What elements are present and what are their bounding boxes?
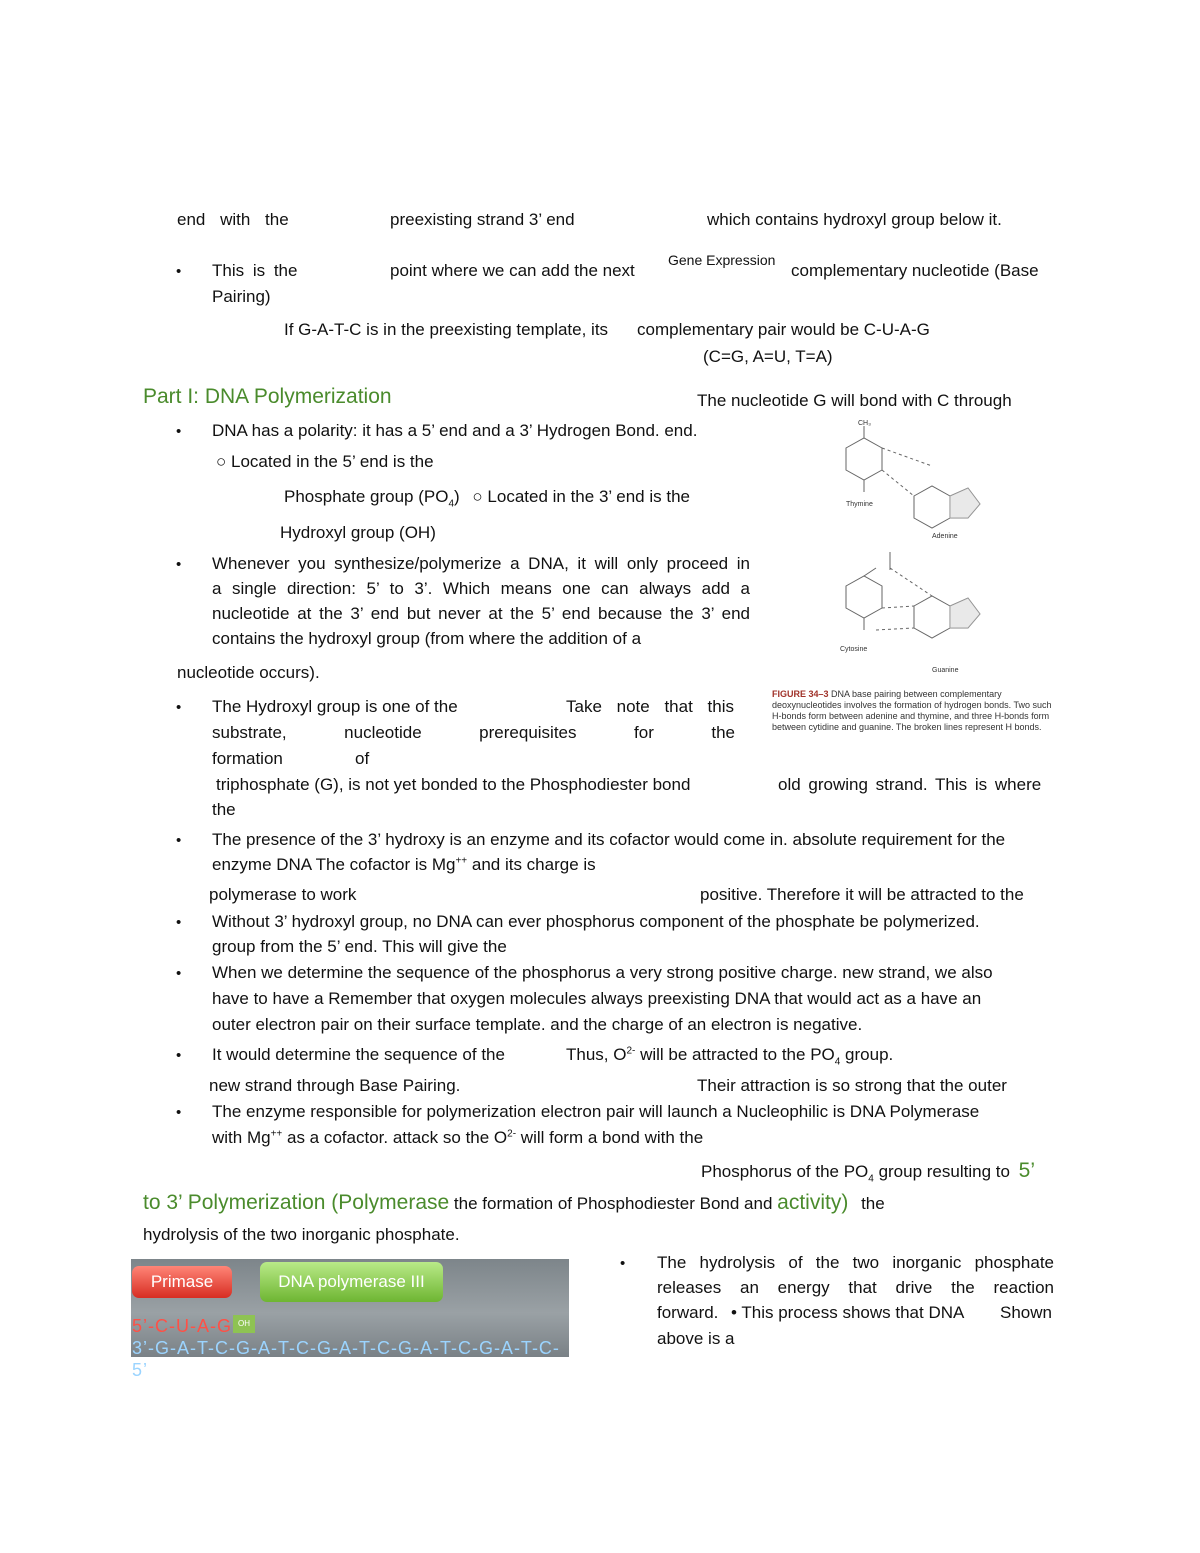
text-line: substrate, nucleotide prerequisites for the: [212, 723, 735, 742]
text-line: The enzyme responsible for polymerization electron pair will launch a Nucleophilic is DNA Polymerase: [212, 1102, 980, 1121]
text-line: releases an energy that drive the reaction: [657, 1278, 1054, 1297]
text-line: When we determine the sequence of the phosphorus a very strong positive charge. new strand, we also: [212, 963, 993, 982]
text-line: complementary nucleotide (Base: [791, 261, 1039, 280]
text-span: and its charge is: [467, 855, 596, 874]
text-line: hydrolysis of the two inorganic phosphate.: [143, 1225, 460, 1244]
text-line: point where we can add the next: [390, 261, 635, 280]
text-span: 5’: [1018, 1159, 1036, 1182]
figure-label: Adenine: [932, 533, 958, 540]
text-line: This is the: [212, 261, 298, 280]
text-line: positive. Therefore it will be attracted to the: [700, 885, 1024, 904]
text-line: old growing strand. This is where: [778, 775, 1042, 794]
text-line: have to have a Remember that oxygen molecules always preexisting DNA that would act as a have an: [212, 989, 982, 1008]
text-span: group.: [840, 1045, 894, 1064]
text-line: DNA has a polarity: it has a 5’ end and a 3’ Hydrogen Bond. end.: [212, 421, 698, 440]
text-line: The presence of the 3’ hydroxy is an enzyme and its cofactor would come in. absolute requirement for the: [212, 830, 1006, 849]
gene-expression-label: Gene Expression: [668, 252, 776, 268]
bullet-icon: •: [176, 556, 182, 573]
figure-caption-title: FIGURE 34–3: [772, 689, 829, 699]
bullet-icon: •: [176, 699, 182, 716]
text-line: nucleotide at the 3’ end but never at the 5’ end because the 3’ end: [212, 604, 750, 623]
bullet-icon: •: [176, 1047, 182, 1064]
figure-label: Cytosine: [840, 646, 868, 653]
section-heading: [143, 1192, 885, 1215]
heading-text: activity): [777, 1191, 849, 1214]
text-line: Whenever you synthesize/polymerize a DNA, it will only proceed in: [212, 554, 750, 573]
template-sequence: 3’-G-A-T-C-G-A-T-C-G-A-T-C-G-A-T-C-G-A-T-C-5’: [132, 1338, 560, 1380]
text-line: nucleotide occurs).: [177, 663, 320, 682]
text-line: Their attraction is so strong that the outer: [697, 1076, 1007, 1095]
text-span: with Mg: [212, 1128, 271, 1147]
text-span: ○ Located in the 3’ end is the: [472, 487, 690, 506]
section-heading: Part I: DNA Polymerization: [143, 385, 392, 408]
text-span: enzyme DNA The cofactor is Mg: [212, 855, 456, 874]
text-line: [566, 1044, 893, 1066]
text-line: preexisting strand 3’ end: [390, 210, 575, 229]
figure-label: CH₃: [858, 420, 871, 427]
text-span: Thus, O: [566, 1045, 627, 1064]
superscript: 2-: [507, 1128, 517, 1140]
superscript: ++: [270, 1128, 283, 1140]
text-line: complementary pair would be C-U-A-G: [637, 320, 930, 339]
text-span: ): [454, 487, 460, 506]
superscript: 2-: [626, 1045, 636, 1057]
text-line: the: [212, 800, 236, 819]
text-line: ○ Located in the 5’ end is the: [216, 452, 434, 471]
text-line: Pairing): [212, 287, 271, 306]
text-span: group resulting to: [873, 1162, 1010, 1181]
bullet-icon: •: [176, 423, 182, 440]
figure-label: Thymine: [846, 501, 873, 508]
dna-polymerase-label: DNA polymerase III: [260, 1262, 443, 1302]
text-line: [701, 1160, 1035, 1183]
text-line: end with the: [177, 210, 289, 229]
heading-text: to 3’ Polymerization (Polymerase: [143, 1191, 450, 1214]
text-span: will be attracted to the PO: [635, 1045, 835, 1064]
text-span: will form a bond with the: [516, 1128, 704, 1147]
text-line: Hydroxyl group (OH): [280, 523, 436, 542]
text-line: It would determine the sequence of the: [212, 1045, 505, 1064]
text-span: Phosphorus of the PO: [701, 1162, 869, 1181]
text-line: (C=G, A=U, T=A): [703, 347, 833, 366]
subscript: 4: [448, 498, 455, 510]
text-line: The nucleotide G will bond with C through: [697, 391, 1012, 410]
text-line: outer electron pair on their surface template. and the charge of an electron is negative.: [212, 1015, 863, 1034]
text-line: which contains hydroxyl group below it.: [707, 210, 1002, 229]
primase-label: Primase: [132, 1266, 232, 1298]
text-line: triphosphate (G), is not yet bonded to the Phosphodiester bond: [216, 775, 691, 794]
text-line: The hydrolysis of the two inorganic phosphate: [657, 1253, 1054, 1272]
text-line: Without 3’ hydroxyl group, no DNA can ever phosphorus component of the phosphate be polymerized.: [212, 912, 980, 931]
text-line: Shown: [1000, 1303, 1052, 1322]
figure-caption: [772, 689, 1062, 733]
oh-tag: OH: [233, 1315, 255, 1333]
text-line: • This process shows that DNA: [731, 1303, 965, 1322]
text-line: a single direction: 5’ to 3’. Which means one can always add a: [212, 579, 750, 598]
bullet-icon: •: [176, 832, 182, 849]
text-line: The Hydroxyl group is one of the: [212, 697, 458, 716]
text-line: [212, 1127, 703, 1149]
text-line: above is a: [657, 1329, 735, 1348]
text-line: [284, 486, 690, 508]
primer-sequence: 5’-C-U-A-G: [132, 1316, 232, 1336]
figure-caption-body: DNA base pairing between complementary deoxynucleotides involves the formation of hydrogen bonds. Two such H-bonds form between adenine and thymine, and three H-bonds form between cytidine and guanine. The broken lines represent H bonds.: [772, 689, 1052, 732]
subscript: 4: [834, 1056, 841, 1068]
subscript: 4: [868, 1173, 874, 1185]
text-line: If G-A-T-C is in the preexisting template, its: [284, 320, 609, 339]
text-line: of: [355, 749, 370, 768]
text-span: the: [861, 1194, 885, 1213]
text-span: Phosphate group (PO: [284, 487, 449, 506]
text-line: formation: [212, 749, 283, 768]
text-line: polymerase to work: [209, 885, 357, 904]
text-span: as a cofactor. attack so the O: [282, 1128, 508, 1147]
superscript: ++: [455, 855, 468, 867]
text-line: group from the 5’ end. This will give the: [212, 937, 507, 956]
text-line: [212, 854, 596, 876]
text-line: forward.: [657, 1303, 719, 1322]
bullet-icon: •: [176, 965, 182, 982]
bullet-icon: •: [620, 1255, 626, 1272]
text-span: the formation of Phosphodiester Bond and: [453, 1194, 773, 1213]
base-pairing-figure: [836, 418, 996, 686]
text-line: contains the hydroxyl group (from where the addition of a: [212, 629, 642, 648]
figure-label: Guanine: [932, 667, 959, 674]
text-line: new strand through Base Pairing.: [209, 1076, 461, 1095]
bullet-icon: •: [176, 263, 182, 280]
bullet-icon: •: [176, 1104, 182, 1121]
text-line: Take note that this: [566, 697, 734, 716]
polymerase-diagram-image: [131, 1259, 569, 1380]
bullet-icon: •: [176, 914, 182, 931]
